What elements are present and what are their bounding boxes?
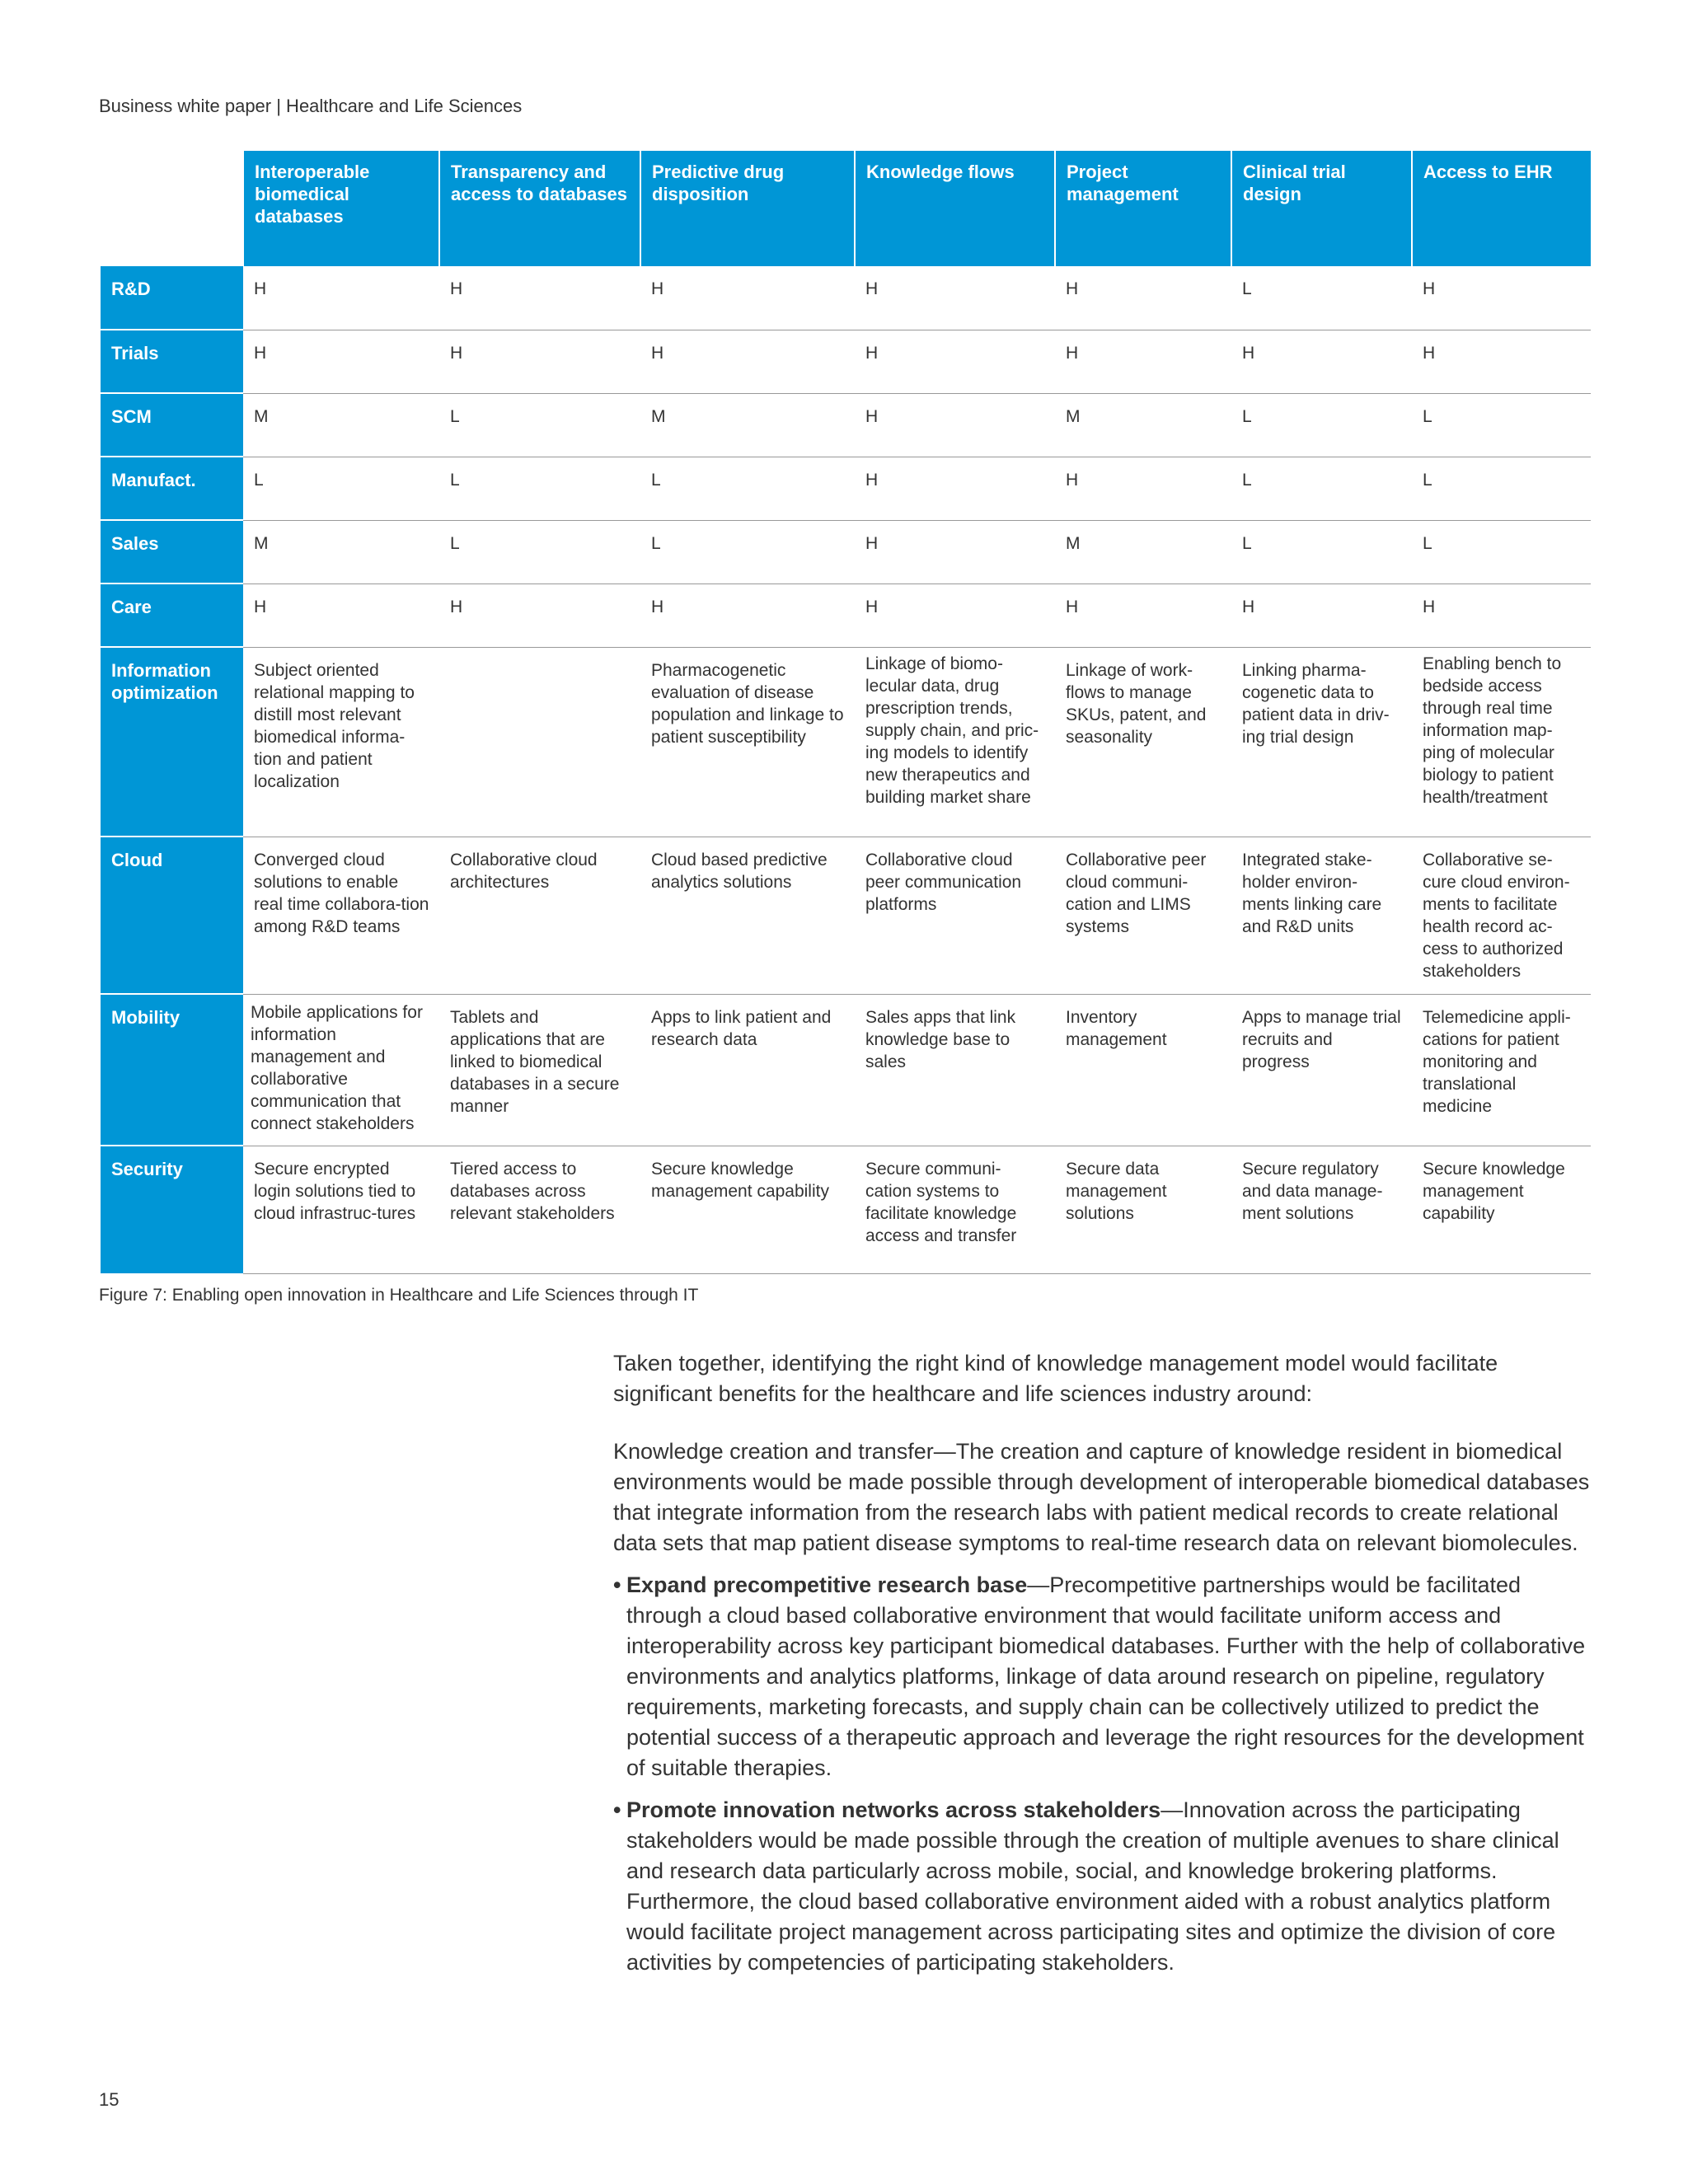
row-header: R&D <box>101 266 243 330</box>
table-cell: Secure knowledge management capability <box>1412 1146 1591 1273</box>
table-row <box>101 330 1591 393</box>
table-cell: Linkage of work-flows to manage SKUs, patent, and seasonality <box>1055 647 1231 837</box>
table-cell: L <box>1231 266 1412 330</box>
table-cell: H <box>1055 266 1231 330</box>
table-cell: Sales apps that link knowledge base to sales <box>855 994 1055 1146</box>
table-cell: H <box>1412 583 1591 647</box>
row-header: Cloud <box>101 837 243 994</box>
bullet-text: —Innovation across the participating stakeholders would be made possible through the creation of multiple avenues to share clinical and research data particularly across mobile, social, and knowledge brokering platforms. Furthermore, the cloud based collaborative environment aided with a robust analytics platform would facilitate project management across participating sites and optimize the division of core activities by competencies of participating stakeholders. <box>626 1797 1559 1975</box>
column-header: Knowledge flows <box>855 151 1055 266</box>
bullet-text: —Precompetitive partnerships would be facilitated through a cloud based collaborative environment that would facilitate uniform access and interoperability across key participant biomedical databases. Further with the help of collaborative environments and analytics platforms, linkage of data around research on pipeline, regulatory requirements, marketing forecasts, and supply chain can be collectively utilized to predict the potential success of a therapeutic approach and leverage the right resources for the development of suitable therapies. <box>626 1572 1586 1780</box>
bullet-heading: Promote innovation networks across stakeholders <box>626 1797 1161 1822</box>
body-text <box>613 1348 1594 1990</box>
table-cell: H <box>855 393 1055 457</box>
table-cell: L <box>439 457 640 520</box>
table-cell: H <box>640 583 855 647</box>
row-header: SCM <box>101 393 243 457</box>
row-header: Sales <box>101 520 243 583</box>
table-cell: Collaborative cloud peer communication platforms <box>855 837 1055 994</box>
column-header: Access to EHR <box>1412 151 1591 266</box>
table-cell: H <box>243 583 439 647</box>
table-cell: H <box>1231 330 1412 393</box>
row-header: Care <box>101 583 243 647</box>
table-cell: L <box>1412 457 1591 520</box>
table-cell: H <box>243 266 439 330</box>
column-header: Clinical trial design <box>1231 151 1412 266</box>
table-cell: L <box>1231 393 1412 457</box>
table-cell: H <box>243 330 439 393</box>
table-cell: H <box>439 330 640 393</box>
table-cell: Secure regulatory and data manage-ment solutions <box>1231 1146 1412 1273</box>
page-number: 15 <box>99 2089 120 2110</box>
row-header: Mobility <box>101 994 243 1146</box>
table-row <box>101 457 1591 520</box>
table-cell: Secure knowledge management capability <box>640 1146 855 1273</box>
table-corner-cell <box>101 151 243 266</box>
table-cell: L <box>439 393 640 457</box>
table-cell: Tablets and applications that are linked to biomedical databases in a secure manner <box>439 994 640 1146</box>
table-cell: Collaborative cloud architectures <box>439 837 640 994</box>
table-cell: Linkage of biomo-lecular data, drug prescription trends, supply chain, and pric-ing models to identify new therapeutics and building market share <box>855 647 1055 837</box>
table-cell: H <box>1055 330 1231 393</box>
table-cell: M <box>243 520 439 583</box>
table-cell: H <box>855 583 1055 647</box>
row-header: Security <box>101 1146 243 1273</box>
table-cell: Mobile applications for information management and collaborative communication that connect stakeholders <box>243 994 439 1146</box>
table-cell: H <box>1231 583 1412 647</box>
table-row <box>101 266 1591 330</box>
row-header: Information optimization <box>101 647 243 837</box>
table-cell: Inventory management <box>1055 994 1231 1146</box>
table-cell: Secure encrypted login solutions tied to cloud infrastruc-tures <box>243 1146 439 1273</box>
table-cell: Secure communi-cation systems to facilitate knowledge access and transfer <box>855 1146 1055 1273</box>
table-cell: L <box>439 520 640 583</box>
table-row <box>101 520 1591 583</box>
table-cell: M <box>1055 520 1231 583</box>
table-header-row <box>101 151 1591 266</box>
table-cell: Enabling bench to bedside access through real time information map-ping of molecular biology to patient health/treatment <box>1412 647 1591 837</box>
table-cell: L <box>1412 393 1591 457</box>
column-header: Interoperable biomedical databases <box>243 151 439 266</box>
table-cell: H <box>640 266 855 330</box>
table-cell: H <box>640 330 855 393</box>
running-header: Business white paper | Healthcare and Life Sciences <box>99 96 523 116</box>
table-row <box>101 837 1591 994</box>
bullet-heading: Expand precompetitive research base <box>626 1572 1028 1597</box>
knowledge-paragraph: Knowledge creation and transfer—The creation and capture of knowledge resident in biomedical environments would be made possible through development of interoperable biomedical databases that integrate information from the research labs with patient medical records to create relational data sets that map patient disease symptoms to real-time research data on relevant biomolecules. <box>613 1439 1590 1555</box>
table-cell: Integrated stake-holder environ-ments linking care and R&D units <box>1231 837 1412 994</box>
table-cell: L <box>243 457 439 520</box>
bullet-item <box>613 1795 1594 1978</box>
table-cell: L <box>1412 520 1591 583</box>
column-header: Project management <box>1055 151 1231 266</box>
table-cell: H <box>439 583 640 647</box>
table-cell: Collaborative peer cloud communi-cation and LIMS systems <box>1055 837 1231 994</box>
table-cell: M <box>243 393 439 457</box>
table-cell: M <box>640 393 855 457</box>
table-cell: Telemedicine appli-cations for patient monitoring and translational medicine <box>1412 994 1591 1146</box>
table-cell: L <box>1231 520 1412 583</box>
table-cell: Secure data management solutions <box>1055 1146 1231 1273</box>
table-cell: H <box>1412 330 1591 393</box>
table-row <box>101 393 1591 457</box>
table-cell: L <box>640 457 855 520</box>
table-cell: H <box>439 266 640 330</box>
table-cell: Pharmacogenetic evaluation of disease population and linkage to patient susceptibility <box>640 647 855 837</box>
column-header: Predictive drug disposition <box>640 151 855 266</box>
table-cell: Cloud based predictive analytics solutions <box>640 837 855 994</box>
table-cell: H <box>855 330 1055 393</box>
table-cell: Linking pharma-cogenetic data to patient data in driv-ing trial design <box>1231 647 1412 837</box>
table-cell: Converged cloud solutions to enable real time collabora-tion among R&D teams <box>243 837 439 994</box>
table-cell <box>439 647 640 837</box>
table-cell: Tiered access to databases across relevant stakeholders <box>439 1146 640 1273</box>
table-cell: Apps to link patient and research data <box>640 994 855 1146</box>
bullet-marker: • <box>613 1797 621 1822</box>
bullet-marker: • <box>613 1572 621 1597</box>
innovation-matrix-table <box>101 151 1591 1274</box>
table-cell: Collaborative se-cure cloud environ-ments to facilitate health record ac-cess to authorized stakeholders <box>1412 837 1591 994</box>
table-cell: H <box>1412 266 1591 330</box>
table-row <box>101 583 1591 647</box>
column-header: Transparency and access to databases <box>439 151 640 266</box>
row-header: Trials <box>101 330 243 393</box>
bullet-item <box>613 1570 1594 1783</box>
table-cell: H <box>855 457 1055 520</box>
table-row <box>101 994 1591 1146</box>
intro-paragraph: Taken together, identifying the right kind of knowledge management model would facilitate significant benefits for the healthcare and life sciences industry around: <box>613 1351 1498 1406</box>
table-cell: Apps to manage trial recruits and progress <box>1231 994 1412 1146</box>
table-cell: L <box>640 520 855 583</box>
table-cell: H <box>1055 457 1231 520</box>
table-row <box>101 1146 1591 1273</box>
row-header: Manufact. <box>101 457 243 520</box>
table-row <box>101 647 1591 837</box>
figure-caption: Figure 7: Enabling open innovation in Healthcare and Life Sciences through IT <box>99 1286 699 1305</box>
table-cell: M <box>1055 393 1231 457</box>
table-cell: H <box>855 266 1055 330</box>
table-cell: Subject oriented relational mapping to distill most relevant biomedical informa-tion and patient localization <box>243 647 439 837</box>
table-cell: L <box>1231 457 1412 520</box>
table-cell: H <box>1055 583 1231 647</box>
table-cell: H <box>855 520 1055 583</box>
